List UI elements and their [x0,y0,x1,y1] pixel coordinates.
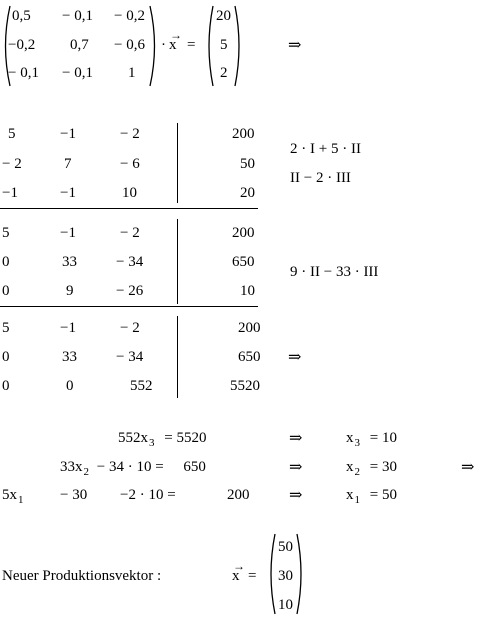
coefficient: 552 [118,430,141,446]
matrix-cell: − 0,1 [8,65,39,81]
rhs-right-paren [233,4,243,88]
variable: x [9,487,17,503]
block-cell: 0 [2,254,10,270]
matrix-cell: −0,2 [8,37,36,53]
equation-rhs: 650 [183,459,206,475]
matrix-cell: 0,5 [12,8,31,24]
implies-arrow: ⇒ [288,349,302,366]
result-value: 10 [278,597,293,613]
subscript: 2 [354,466,360,478]
subscript: 1 [354,494,360,506]
equation-terms: − 34 · 10 = [96,459,164,475]
row-operation: 9 · II − 33 · III [290,264,379,280]
block-separator [0,306,258,307]
block-cell: 9 [66,283,74,299]
result-line [346,487,397,506]
variable: x [140,430,148,446]
variable: x [346,459,354,475]
block-cell: −1 [60,320,76,336]
matrix-cell: − 0,6 [114,37,145,53]
implies-arrow: ⇒ [461,459,475,476]
block-cell: − 26 [116,283,144,299]
block-cell: 0 [2,283,10,299]
implies-arrow: ⇒ [289,487,303,504]
block-cell: −1 [60,225,76,241]
equation-rhs: = 5520 [164,430,207,446]
equation-line [60,459,206,478]
rhs-value: 5 [220,37,228,53]
block-cell: −1 [60,126,76,142]
block-cell: 33 [62,254,77,270]
coefficient: 33 [60,459,75,475]
variable: x [346,430,354,446]
block-cell: 10 [122,185,137,201]
block-cell: 20 [240,185,255,201]
augmented-divider [177,123,178,203]
block-cell: −1 [2,185,18,201]
row-operation: II − 2 · III [290,170,351,186]
result-label: Neuer Produktionsvektor : [2,568,162,584]
block-cell: 10 [240,283,255,299]
result-value: 50 [278,539,293,555]
vector-arrow-icon: → [233,559,245,573]
matrix-cell: − 0,2 [114,8,145,24]
implies-arrow: ⇒ [289,459,303,476]
rhs-value: 2 [220,65,228,81]
vector-arrow-icon: → [170,28,182,42]
block-cell: 552 [130,378,153,394]
matrix-cell: 1 [128,65,136,81]
variable: x [346,487,354,503]
subscript: 3 [354,437,360,449]
result-value: = 30 [369,459,397,475]
block-cell: 0 [2,378,10,394]
result-value: = 50 [369,487,397,503]
block-cell: 5 [2,225,10,241]
result-left-paren [267,532,277,616]
equation-terms: −2 · 10 = [120,487,176,503]
block-cell: 200 [232,126,255,142]
block-cell: − 34 [116,254,144,270]
dot-operator: · [161,37,166,53]
block-cell: 33 [62,349,77,365]
subscript: 3 [149,437,155,449]
matrix-right-paren [148,4,160,88]
block-cell: − 6 [120,156,140,172]
block-cell: − 2 [120,320,140,336]
rhs-value: 20 [216,8,231,24]
block-cell: − 2 [120,225,140,241]
vector-x [232,559,245,584]
augmented-divider [177,219,178,304]
result-line [346,459,397,478]
block-cell: 5 [2,320,10,336]
augmented-divider [177,316,178,398]
implies-arrow: ⇒ [289,430,303,447]
block-cell: 50 [240,156,255,172]
matrix-cell: − 0,1 [62,65,93,81]
variable: x [75,459,83,475]
block-cell: 200 [232,225,255,241]
equation-rhs: 200 [227,487,250,503]
rhs-left-paren [205,4,215,88]
block-cell: −1 [60,185,76,201]
matrix-cell: − 0,1 [62,8,93,24]
result-line [346,430,397,449]
result-value: = 10 [369,430,397,446]
block-cell: 650 [232,254,255,270]
row-operation: 2 · I + 5 · II [290,141,361,157]
block-cell: 5 [8,126,16,142]
vector-x [169,28,182,53]
block-cell: − 2 [2,156,22,172]
coefficient: 5 [2,487,10,503]
equals-sign: = [248,568,257,584]
block-cell: 650 [238,349,261,365]
equals-sign: = [187,37,196,53]
block-cell: 0 [2,349,10,365]
result-right-paren [295,532,305,616]
vector-x-letter: x [169,37,177,53]
block-cell: 200 [238,320,261,336]
block-cell: 7 [64,156,72,172]
implies-arrow: ⇒ [288,37,302,54]
subscript: 1 [18,494,24,506]
block-separator [0,208,258,209]
subscript: 2 [83,466,89,478]
block-cell: 5520 [230,378,260,394]
matrix-cell: 0,7 [70,37,89,53]
block-cell: − 34 [116,349,144,365]
block-cell: 0 [66,378,74,394]
result-value: 30 [278,568,293,584]
equation-terms: − 30 [60,487,88,503]
equation-line [2,487,24,506]
vector-x-letter: x [232,568,240,584]
equation-line [118,430,207,449]
block-cell: − 2 [120,126,140,142]
